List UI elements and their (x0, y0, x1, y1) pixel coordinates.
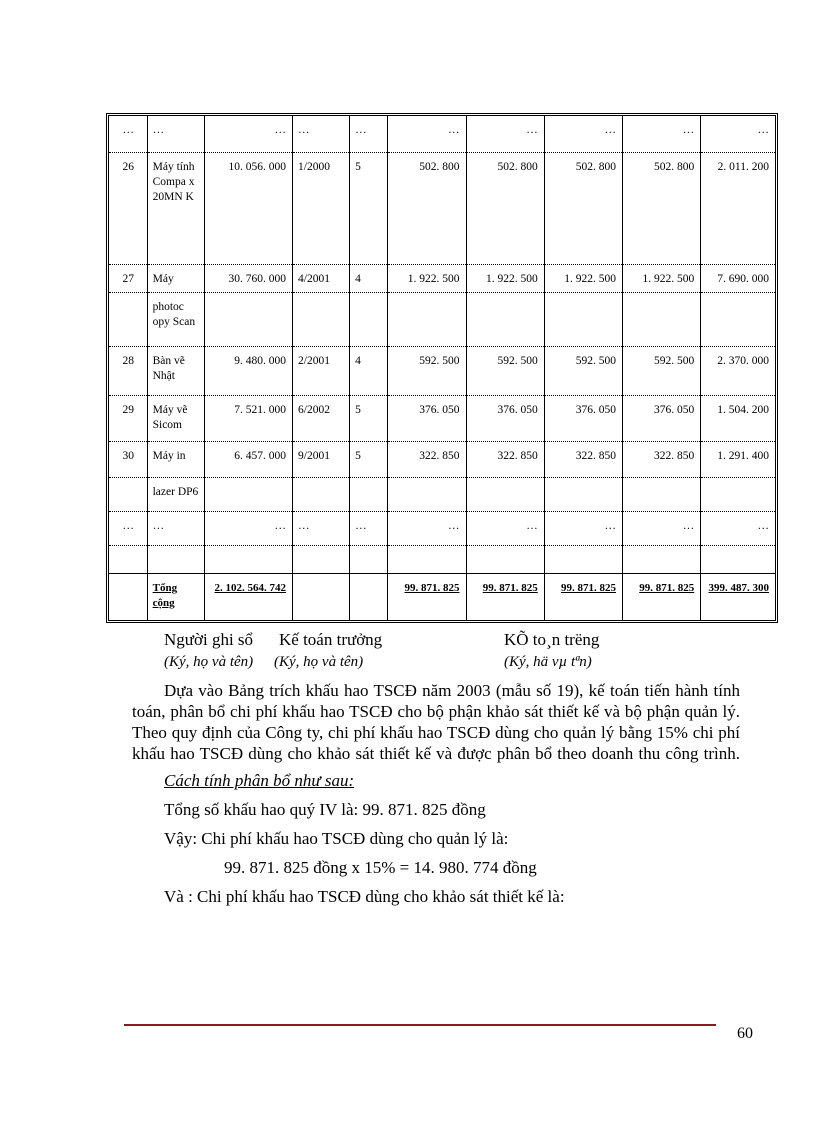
table-row (109, 116, 775, 152)
table-cell: 29 (109, 395, 147, 441)
line-calculation: 99. 871. 825 đồng x 15% = 14. 980. 774 đồng (224, 858, 537, 877)
signature-chief-accountant: Kế toán trưởng (279, 630, 383, 649)
table-row (109, 395, 775, 441)
table-cell: … (388, 116, 466, 152)
table-cell: 376. 050 (466, 395, 544, 441)
table-cell: Bàn vẽ Nhật (147, 347, 204, 395)
table-row (109, 265, 775, 293)
line-survey-cost: Và : Chi phí khấu hao TSCĐ dùng cho khảo sát thiết kế là: (164, 887, 565, 906)
table-cell: 5 (350, 152, 388, 264)
table-cell (544, 293, 622, 347)
table-cell: … (544, 116, 622, 152)
table-row (109, 441, 775, 477)
table-cell: … (388, 512, 466, 546)
table-cell: 1. 922. 500 (622, 265, 700, 293)
line-management-cost: Vậy: Chi phí khấu hao TSCĐ dùng cho quản lý là: (164, 829, 509, 848)
table-cell (544, 546, 622, 574)
table-cell: 376. 050 (388, 395, 466, 441)
table-cell: 502. 800 (622, 152, 700, 264)
table-cell: … (204, 116, 292, 152)
depreciation-table-frame (106, 113, 778, 623)
table-cell (701, 477, 775, 511)
table-cell: 502. 800 (544, 152, 622, 264)
table-cell: 399. 487. 300 (701, 574, 775, 620)
table-cell: … (701, 512, 775, 546)
table-cell: 27 (109, 265, 147, 293)
table-cell: 9. 480. 000 (204, 347, 292, 395)
table-cell: 99. 871. 825 (466, 574, 544, 620)
table-cell (204, 546, 292, 574)
table-cell: 4 (350, 347, 388, 395)
paragraph-allocation: Dựa vào Bảng trích khấu hao TSCĐ năm 2003 (mẫu số 19), kế toán tiến hành tính toán, phân bổ chi phí khấu hao TSCĐ cho bộ phận khảo sát thiết kế và bộ phận quản lý. Theo quy định của Công ty, chi phí khấu hao TSCĐ dùng cho quản lý bằng 15% chi phí khấu hao TSCĐ dùng cho khảo sát thiết kế và được phân bổ theo doanh thu công trình. (132, 681, 740, 763)
table-cell: 2/2001 (293, 347, 350, 395)
table-cell: Máy in (147, 441, 204, 477)
table-cell: 322. 850 (544, 441, 622, 477)
table-cell: 26 (109, 152, 147, 264)
table-cell: lazer DP6 (147, 477, 204, 511)
table-cell (350, 477, 388, 511)
table-cell: … (109, 512, 147, 546)
table-cell: 1/2000 (293, 152, 350, 264)
table-cell: … (622, 512, 700, 546)
table-cell: 9/2001 (293, 441, 350, 477)
table-cell: 1. 291. 400 (701, 441, 775, 477)
table-cell: … (544, 512, 622, 546)
table-cell (109, 546, 147, 574)
table-cell (204, 477, 292, 511)
table-cell (350, 574, 388, 620)
signature-bookkeeper: Người ghi sổ (164, 630, 254, 649)
table-cell: photoc opy Scan (147, 293, 204, 347)
table-cell: 1. 922. 500 (388, 265, 466, 293)
table-cell: 2. 011. 200 (701, 152, 775, 264)
table-cell: 322. 850 (388, 441, 466, 477)
table-cell: … (350, 116, 388, 152)
table-cell: 592. 500 (388, 347, 466, 395)
table-cell: 376. 050 (622, 395, 700, 441)
allocation-heading: Cách tính phân bổ như sau: (164, 771, 355, 790)
table-cell (350, 546, 388, 574)
table-cell: 502. 800 (388, 152, 466, 264)
table-cell: … (466, 116, 544, 152)
line-total-depreciation: Tổng số khấu hao quý IV là: 99. 871. 825 đồng (164, 800, 486, 819)
table-cell: 99. 871. 825 (544, 574, 622, 620)
table-cell: Tổng cộng (147, 574, 204, 620)
table-row (109, 152, 775, 264)
table-cell (293, 574, 350, 620)
signature-chief-accountant-sub: (Ký, họ và tên) (274, 654, 364, 670)
table-cell: Máy vẽ Sicom (147, 395, 204, 441)
page-number: 60 (737, 1025, 753, 1042)
table-cell (466, 546, 544, 574)
table-cell (388, 477, 466, 511)
table-cell: 322. 850 (466, 441, 544, 477)
table-cell: … (147, 116, 204, 152)
table-cell: 592. 500 (466, 347, 544, 395)
table-cell: 1. 922. 500 (466, 265, 544, 293)
table-cell: … (293, 512, 350, 546)
signature-right-sub: (Ký, hä vµ tªn) (504, 654, 592, 670)
table-cell (109, 293, 147, 347)
table-cell (622, 546, 700, 574)
table-row (109, 293, 775, 347)
table-cell: 2. 102. 564. 742 (204, 574, 292, 620)
table-cell: 322. 850 (622, 441, 700, 477)
table-cell: 6. 457. 000 (204, 441, 292, 477)
table-cell: 6/2002 (293, 395, 350, 441)
table-cell (204, 293, 292, 347)
table-cell: 99. 871. 825 (622, 574, 700, 620)
table-cell (147, 546, 204, 574)
table-cell: 30. 760. 000 (204, 265, 292, 293)
table-cell: 10. 056. 000 (204, 152, 292, 264)
table-cell (544, 477, 622, 511)
table-cell: 592. 500 (544, 347, 622, 395)
table-cell: 5 (350, 395, 388, 441)
table-cell: 5 (350, 441, 388, 477)
table-cell: 2. 370. 000 (701, 347, 775, 395)
table-cell: Máy tính Compa x 20MN K (147, 152, 204, 264)
table-cell: … (350, 512, 388, 546)
table-cell: … (293, 116, 350, 152)
table-cell: Máy (147, 265, 204, 293)
table-row (109, 347, 775, 395)
table-cell: 99. 871. 825 (388, 574, 466, 620)
table-cell: 28 (109, 347, 147, 395)
table-cell (466, 477, 544, 511)
table-cell (622, 293, 700, 347)
footer-rule (124, 1024, 716, 1026)
table-cell (701, 546, 775, 574)
depreciation-table (109, 116, 775, 620)
table-cell: 376. 050 (544, 395, 622, 441)
table-cell: 502. 800 (466, 152, 544, 264)
table-cell (109, 477, 147, 511)
table-cell (701, 293, 775, 347)
table-cell: 4/2001 (293, 265, 350, 293)
table-cell: 1. 922. 500 (544, 265, 622, 293)
table-cell: … (109, 116, 147, 152)
table-cell (293, 546, 350, 574)
table-cell: 4 (350, 265, 388, 293)
table-cell: 1. 504. 200 (701, 395, 775, 441)
table-cell: … (466, 512, 544, 546)
table-cell (109, 574, 147, 620)
table-cell: 7. 690. 000 (701, 265, 775, 293)
table-cell: … (204, 512, 292, 546)
table-cell: … (701, 116, 775, 152)
table-cell: 7. 521. 000 (204, 395, 292, 441)
table-cell: … (622, 116, 700, 152)
table-cell (622, 477, 700, 511)
signature-chief-accountant-garbled: KÕ to¸n trëng (504, 630, 600, 649)
table-cell (466, 293, 544, 347)
table-cell (293, 477, 350, 511)
table-total-row (109, 574, 775, 620)
table-cell: … (147, 512, 204, 546)
table-row (109, 477, 775, 511)
table-cell (388, 293, 466, 347)
body-text (132, 680, 740, 907)
table-cell (293, 293, 350, 347)
table-cell: 592. 500 (622, 347, 700, 395)
table-cell (388, 546, 466, 574)
table-row (109, 546, 775, 574)
table-row (109, 512, 775, 546)
table-cell: 30 (109, 441, 147, 477)
signature-bookkeeper-sub: (Ký, họ và tên) (164, 654, 254, 670)
table-cell (350, 293, 388, 347)
